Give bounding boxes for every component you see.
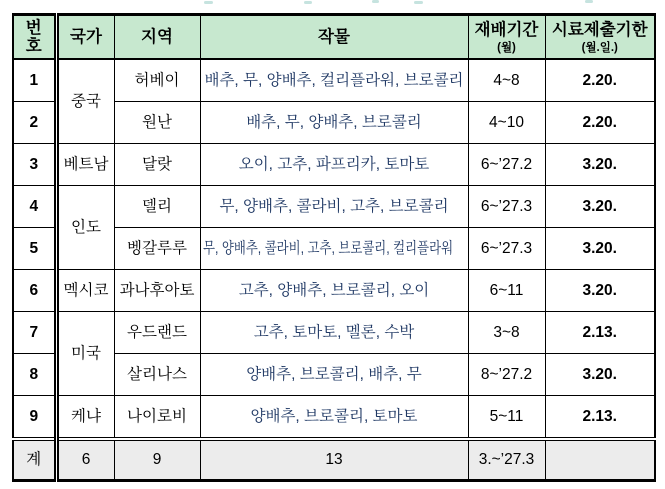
crop-schedule-table: [12, 13, 656, 482]
cell-no: 4: [13, 186, 56, 228]
cutoff-text-artifact: [585, 0, 593, 3]
header-no: 번호: [13, 15, 56, 60]
cell-deadline: 3.20.: [545, 228, 655, 270]
cutoff-text-artifact: [372, 0, 379, 3]
cell-period: 5~11: [468, 396, 545, 440]
cell-country: 베트남: [56, 144, 114, 186]
total-crops-count: 13: [200, 439, 468, 481]
cutoff-text-artifact: [204, 1, 213, 4]
header-period-label: 재배기간: [474, 21, 539, 40]
cell-period: 4~8: [468, 59, 545, 102]
cell-region: 델리: [114, 186, 200, 228]
cell-crops: 무, 양배추, 콜라비, 고추, 브로콜리: [200, 186, 468, 228]
cell-deadline: 2.20.: [545, 102, 655, 144]
header-period-unit: (월): [497, 41, 516, 54]
cell-period: 6~11: [468, 270, 545, 312]
cutoff-text-artifact: [304, 1, 312, 4]
total-period-range: 3.~’27.3: [468, 439, 545, 481]
header-crops: 작물: [200, 15, 468, 60]
cell-deadline: 2.20.: [545, 59, 655, 102]
table-row: [13, 186, 655, 228]
cell-crops: 양배추, 브로콜리, 토마토: [200, 396, 468, 440]
header-deadline-unit: (월.일.): [581, 41, 618, 54]
cell-deadline: 3.20.: [545, 186, 655, 228]
cell-region: 과나후아토: [114, 270, 200, 312]
table-row: [13, 270, 655, 312]
cell-deadline: 3.20.: [545, 354, 655, 396]
cell-period: 6~’27.3: [468, 228, 545, 270]
cell-period: 6~’27.3: [468, 186, 545, 228]
cell-region: 살리나스: [114, 354, 200, 396]
cell-no: 2: [13, 102, 56, 144]
header-deadline: [545, 15, 655, 60]
cell-period: 4~10: [468, 102, 545, 144]
header-region: 지역: [114, 15, 200, 60]
cell-region: 허베이: [114, 59, 200, 102]
cell-deadline: 2.13.: [545, 396, 655, 440]
total-region-count: 9: [114, 439, 200, 481]
cell-no: 7: [13, 312, 56, 354]
table-row: [13, 144, 655, 186]
table-row: [13, 59, 655, 102]
header-period: [468, 15, 545, 60]
total-deadline: [545, 439, 655, 481]
cell-period: 3~8: [468, 312, 545, 354]
cell-crops: 고추, 토마토, 멜론, 수박: [200, 312, 468, 354]
cell-crops: 배추, 무, 양배추, 브로콜리: [200, 102, 468, 144]
header-country: 국가: [56, 15, 114, 60]
cell-deadline: 2.13.: [545, 312, 655, 354]
cell-deadline: 3.20.: [545, 270, 655, 312]
cell-crops: 무, 양배추, 콜라비, 고추, 브로콜리, 컬리플라워: [200, 228, 468, 270]
cell-region: 벵갈루루: [114, 228, 200, 270]
cell-country: 멕시코: [56, 270, 114, 312]
cell-country: 중국: [56, 59, 114, 144]
cell-period: 8~’27.2: [468, 354, 545, 396]
cell-country: 케냐: [56, 396, 114, 440]
cell-no: 8: [13, 354, 56, 396]
cell-no: 5: [13, 228, 56, 270]
cell-region: 달랏: [114, 144, 200, 186]
table-row: [13, 396, 655, 440]
table-header-row: [13, 15, 655, 60]
cell-period: 6~’27.2: [468, 144, 545, 186]
cell-no: 3: [13, 144, 56, 186]
cell-country: 인도: [56, 186, 114, 270]
total-label: 계: [13, 439, 56, 481]
cell-deadline: 3.20.: [545, 144, 655, 186]
cell-no: 9: [13, 396, 56, 440]
table-row: [13, 312, 655, 354]
total-country-count: 6: [56, 439, 114, 481]
header-deadline-label: 시료제출기한: [551, 21, 648, 40]
cell-no: 1: [13, 59, 56, 102]
cell-crops: 양배추, 브로콜리, 배추, 무: [200, 354, 468, 396]
cell-region: 나이로비: [114, 396, 200, 440]
cell-no: 6: [13, 270, 56, 312]
cell-region: 우드랜드: [114, 312, 200, 354]
cell-crops: 배추, 무, 양배추, 컬리플라워, 브로콜리: [200, 59, 468, 102]
cell-crops: 오이, 고추, 파프리카, 토마토: [200, 144, 468, 186]
cell-crops: 고추, 양배추, 브로콜리, 오이: [200, 270, 468, 312]
cell-region: 원난: [114, 102, 200, 144]
cutoff-text-artifact: [414, 1, 423, 4]
cell-country: 미국: [56, 312, 114, 396]
table-total-row: [13, 439, 655, 481]
